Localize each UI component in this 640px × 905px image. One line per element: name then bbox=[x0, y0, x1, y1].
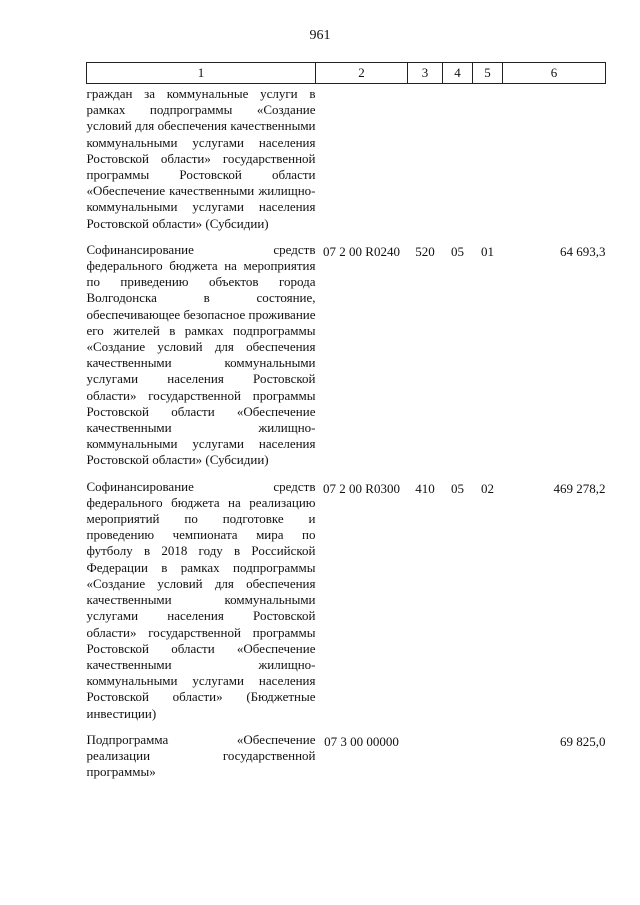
row-subsection bbox=[473, 84, 503, 242]
row-amount: 64 693,3 bbox=[560, 243, 606, 259]
row-code: 07 2 00 R0240 bbox=[323, 243, 400, 259]
row-section bbox=[443, 732, 473, 791]
row-section bbox=[443, 84, 473, 242]
row-subsection bbox=[473, 732, 503, 791]
row-amount bbox=[503, 84, 606, 242]
row-code: 07 2 00 R0300 bbox=[323, 480, 400, 496]
header-col-3: 3 bbox=[408, 63, 443, 84]
row-code: 07 3 00 00000 bbox=[324, 733, 399, 749]
row-type bbox=[408, 84, 443, 242]
table-row bbox=[87, 732, 606, 791]
budget-table bbox=[86, 62, 606, 790]
header-col-5: 5 bbox=[473, 63, 503, 84]
header-col-2: 2 bbox=[316, 63, 408, 84]
row-code bbox=[316, 84, 408, 242]
row-name: Софинансирование средств федерального бюджета на мероприятия по приведению объектов города Волгодонска в состояние, обеспечивающее безопасное проживание его жителей в рамках подпрограммы «Создание условий для обеспечения качественными коммунальными услугами населения Ростовской области» государственной программы Ростовской области «Обеспечение качественными жилищно-коммунальными услугами населения Ростовской области» (Субсидии) bbox=[86, 241, 316, 468]
row-subsection: 02 bbox=[481, 480, 494, 496]
header-col-6: 6 bbox=[503, 63, 606, 84]
table-row bbox=[87, 84, 606, 242]
row-type: 520 bbox=[415, 243, 435, 259]
row-name: Софинансирование средств федерального бюджета на реализацию мероприятий по подготовке и проведению чемпионата мира по футболу в 2018 году в Российской Федерации в рамках подпрограммы «Создание условий для обеспечения качественными коммунальными услугами населения Ростовской области» государственной программы Ростовской области «Обеспечение качественными жилищно-коммунальными услугами населения Ростовской области» (Бюджетные инвестиции) bbox=[86, 478, 316, 721]
row-name: граждан за коммунальные услуги в рамках подпрограммы «Создание условий для обеспечения качественными коммунальными услугами населения Ростовской области» государственной программы Ростовской области «Обеспечение качественными жилищно-коммунальными услугами населения Ростовской области» (Субсидии) bbox=[86, 86, 316, 231]
row-amount: 469 278,2 bbox=[553, 480, 606, 496]
table-row bbox=[87, 242, 606, 479]
row-amount: 69 825,0 bbox=[560, 733, 606, 749]
table-row bbox=[87, 479, 606, 732]
row-name: Подпрограмма «Обеспечение реализации государственной программы» bbox=[86, 731, 316, 780]
row-type bbox=[408, 732, 443, 791]
row-subsection: 01 bbox=[481, 243, 494, 259]
row-type: 410 bbox=[415, 480, 435, 496]
header-col-4: 4 bbox=[443, 63, 473, 84]
header-col-1: 1 bbox=[87, 63, 316, 84]
row-section: 05 bbox=[451, 480, 464, 496]
page-number: 961 bbox=[309, 28, 331, 43]
row-section: 05 bbox=[451, 243, 464, 259]
header-row bbox=[87, 63, 606, 84]
